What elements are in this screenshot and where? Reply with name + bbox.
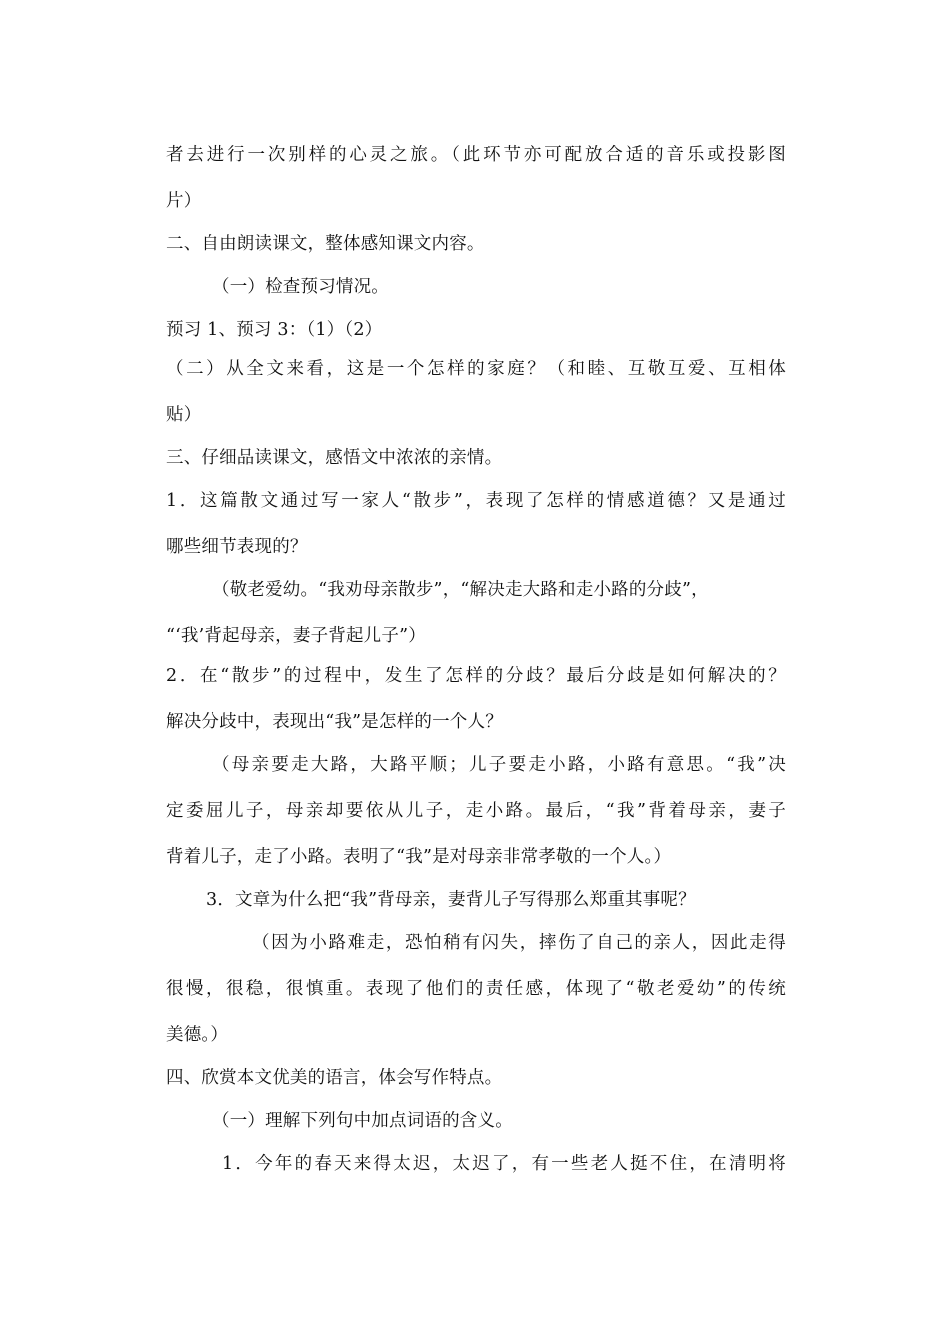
sentence-1-line-1: 1．今年的春天来得太迟，太迟了，有一些老人挺不住，在清明将 [222,1154,786,1174]
answer-3-line-1: （因为小路难走，恐怕稍有闪失，摔伤了自己的亲人，因此走得 [252,933,786,953]
section-heading-4: 四、欣赏本文优美的语言，体会写作特点。 [166,1068,503,1088]
question-3: 3．文章为什么把“我”背母亲，妻背儿子写得那么郑重其事呢？ [206,890,696,910]
question-1-line-1: 1．这篇散文通过写一家人“散步”，表现了怎样的情感道德？又是通过 [166,491,786,511]
text-line-preview: 预习 1、预习 3：（1）（2） [166,320,383,340]
text-line-1: 者去进行一次别样的心灵之旅。（此环节亦可配放合适的音乐或投影图 [166,145,786,165]
question-1-line-2: 哪些细节表现的？ [166,537,308,557]
answer-2-line-1: （母亲要走大路，大路平顺；儿子要走小路，小路有意思。“我”决 [212,755,786,775]
answer-1-line-1: （敬老爱幼。“我劝母亲散步”，“解决走大路和走小路的分歧”， [212,580,709,600]
text-line-2: 片） [166,191,202,211]
subheading-understand-words: （一）理解下列句中加点词语的含义。 [212,1111,513,1131]
question-2-line-1: 2．在“散步”的过程中，发生了怎样的分歧？最后分歧是如何解决的？ [166,666,786,686]
text-line-answer-end: 贴） [166,405,202,425]
section-heading-3: 三、仔细品读课文，感悟文中浓浓的亲情。 [166,448,503,468]
subheading-check-preview: （一）检查预习情况。 [212,277,389,297]
answer-2-line-3: 背着儿子，走了小路。表明了“我”是对母亲非常孝敬的一个人。） [166,847,672,867]
answer-3-line-2: 很慢，很稳，很慎重。表现了他们的责任感，体现了“敬老爱幼”的传统 [166,979,786,999]
answer-1-line-2: “‘我’背起母亲，妻子背起儿子”） [166,626,426,646]
answer-2-line-2: 定委屈儿子，母亲却要依从儿子，走小路。最后，“我”背着母亲，妻子 [166,801,786,821]
section-heading-2: 二、自由朗读课文，整体感知课文内容。 [166,234,485,254]
answer-3-line-3: 美德。） [166,1025,229,1045]
text-line-question-family: （二）从全文来看，这是一个怎样的家庭？（和睦、互敬互爱、互相体 [166,359,786,379]
question-2-line-2: 解决分歧中，表现出“我”是怎样的一个人？ [166,712,503,732]
